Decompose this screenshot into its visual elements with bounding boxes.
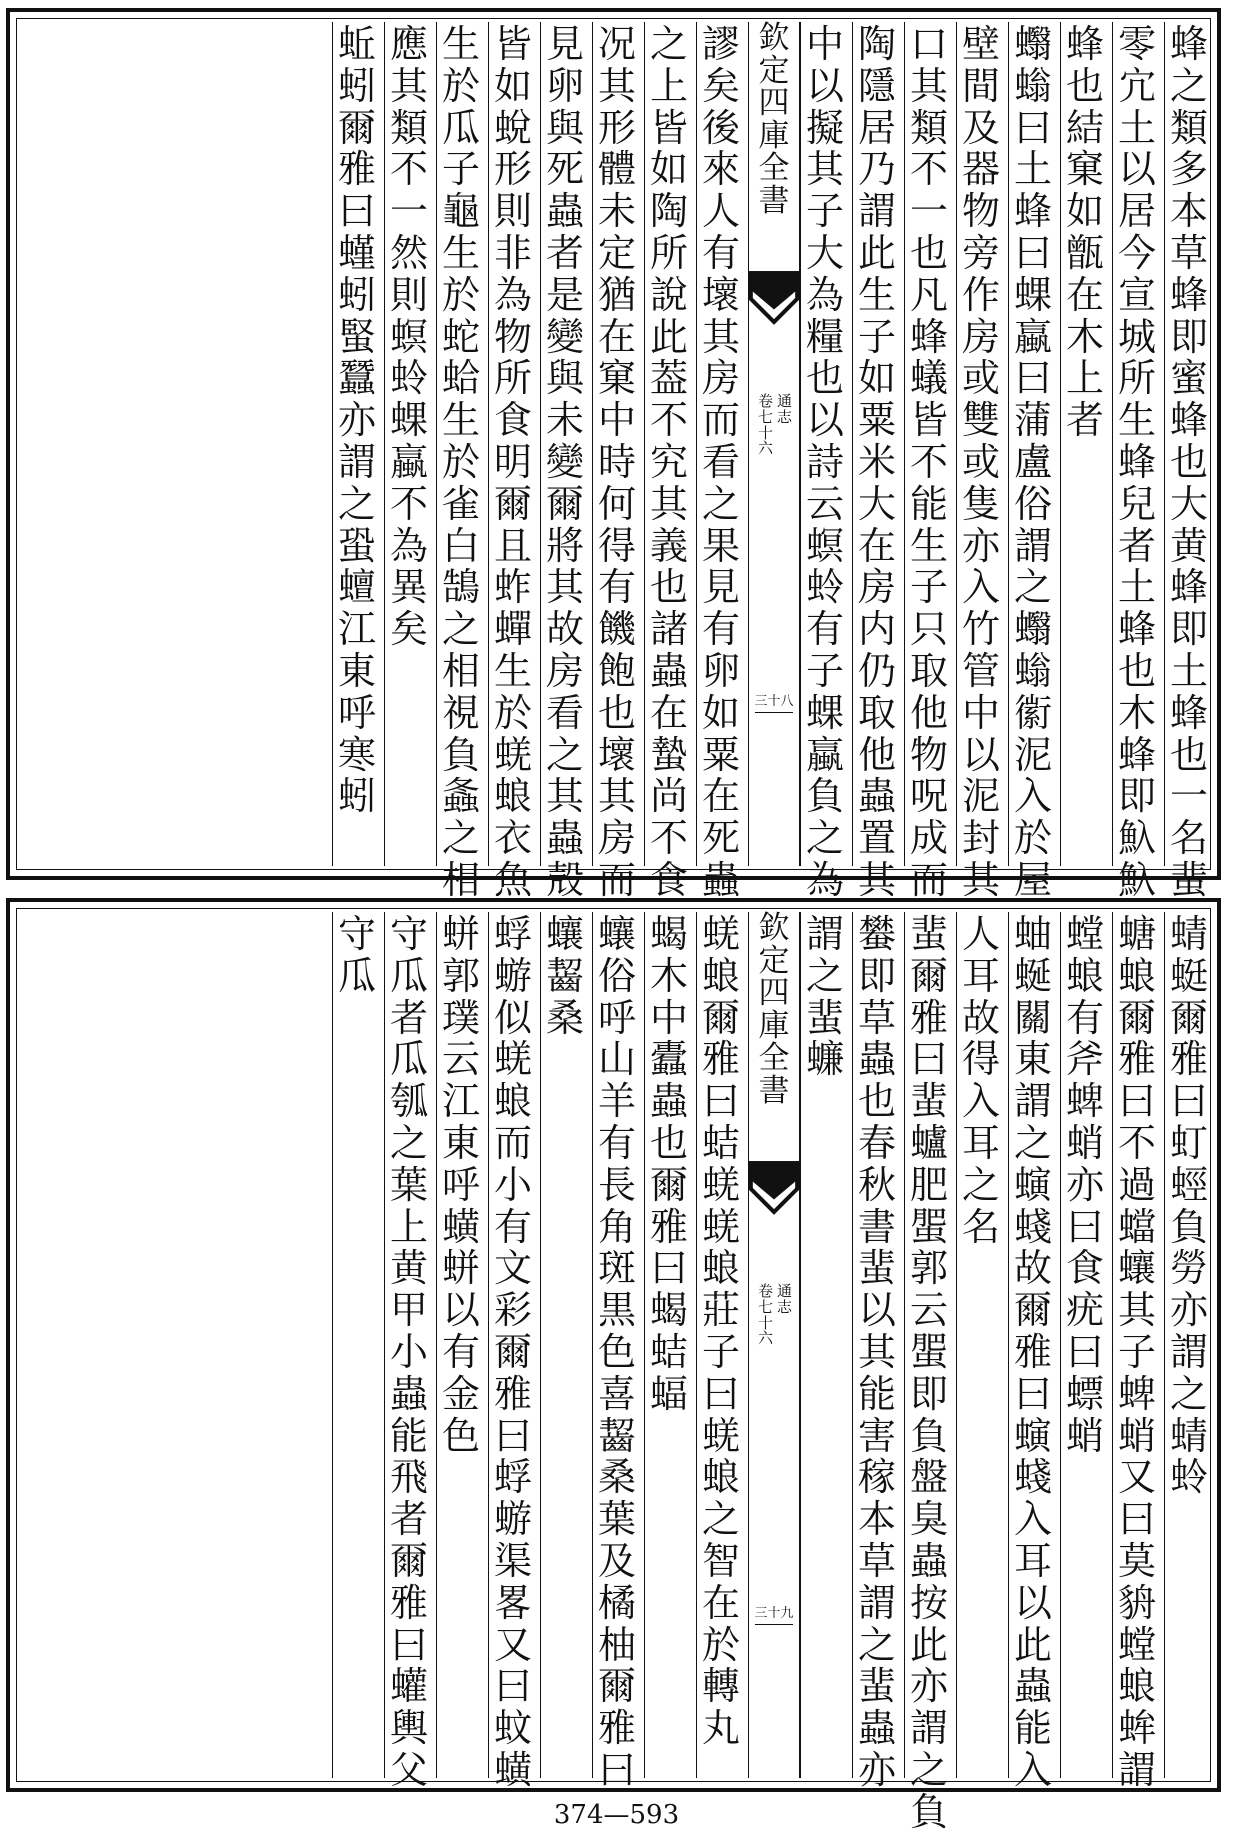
page-rule [755, 712, 793, 713]
text-column: 况 其 形 體 未 定 猶 在 窠 中 時 何 得 有 饑 飽 也 壞 其 房 而 [592, 22, 641, 866]
text-column: 螳 蜋 有 斧 蜱 蛸 亦 曰 食 疣 曰 螵 蛸 [1060, 912, 1109, 1778]
text-column: 蜣 蜋 爾 雅 曰 蛣 蜣 蜣 蜋 莊 子 曰 蜣 蜋 之 智 在 於 轉 丸 [696, 912, 745, 1778]
folio-number: 三十八 [754, 694, 794, 709]
text-column: 蜚 爾 雅 曰 蜚 蠦 肥 蜰 郭 云 蜰 即 負 盤 臭 蟲 按 此 亦 謂 之 負 [904, 912, 953, 1778]
text-column: 蜻 蜓 爾 雅 曰 虰 蛵 負 勞 亦 謂 之 蜻 蛉 [1164, 912, 1213, 1778]
text-column: 見 卵 與 死 蟲 者 是 變 與 未 變 爾 將 其 故 房 看 之 其 蟲 殻 [540, 22, 589, 866]
volume-label: 通 志 卷 七 十 六 [757, 392, 793, 458]
volume-label: 通 志 卷 七 十 六 [757, 1282, 793, 1348]
text-column: 應 其 類 不 一 然 則 螟 蛉 蜾 蠃 不 為 異 矣 [384, 22, 433, 866]
page-rule [755, 1624, 793, 1625]
text-column: 生 於 瓜 子 龜 生 於 蛇 蛤 生 於 雀 白 鵠 之 相 視 負 螽 之 相 [436, 22, 485, 866]
text-column: 蚰 蜒 關 東 謂 之 螾 䗃 故 爾 雅 曰 螾 䗃 入 耳 以 此 蟲 能 入 [1008, 912, 1057, 1778]
text-column: 蠰 齧 桑 [540, 912, 589, 1778]
text-column: 蜉 蝣 似 蜣 蜋 而 小 有 文 彩 爾 雅 曰 蜉 蝣 渠 畧 又 曰 蚊 蟥 [488, 912, 537, 1778]
text-column: 蠰 俗 呼 山 羊 有 長 角 斑 黒 色 喜 齧 桑 葉 及 橘 柚 爾 雅 曰 [592, 912, 641, 1778]
text-column: 之 上 皆 如 陶 所 說 此 葢 不 究 其 義 也 諸 蟲 在 蟄 尚 不 食 [644, 22, 693, 866]
text-column: 人 耳 故 得 入 耳 之 名 [956, 912, 1005, 1778]
fishtail-mark-icon [749, 270, 799, 326]
text-column: 中 以 擬 其 子 大 為 糧 也 以 詩 云 螟 蛉 有 子 蜾 蠃 負 之 為 [800, 22, 849, 866]
text-column: 守 瓜 者 瓜 瓠 之 葉 上 黄 甲 小 蟲 能 飛 者 爾 雅 曰 蠸 輿 父 [384, 912, 433, 1778]
text-column: 蛢 郭 璞 云 江 東 呼 蟥 蛢 以 有 金 色 [436, 912, 485, 1778]
book-title: 欽 定 四 庫 全 書 [758, 910, 790, 1109]
book-title: 欽 定 四 庫 全 書 [758, 20, 790, 219]
text-column: 零 宂 土 以 居 今 宣 城 所 生 蜂 兒 者 土 蜂 也 木 蜂 即 魞 魞 [1112, 22, 1161, 866]
page-number: 374—593 [553, 1800, 680, 1830]
text-column: 螗 蜋 爾 雅 曰 不 過 蟷 蠰 其 子 蜱 蛸 又 曰 莫 貈 螳 蜋 蛑 謂 [1112, 912, 1161, 1778]
page-panel-top [6, 8, 1221, 902]
fishtail-mark-icon [749, 1160, 799, 1216]
text-column: 蜂 也 結 窠 如 甑 在 木 上 者 [1060, 22, 1109, 866]
text-column: 蜂 之 類 多 本 草 蜂 即 蜜 蜂 也 大 黄 蜂 即 土 蜂 也 一 名 蜚 [1164, 22, 1213, 866]
folio-number: 三十九 [754, 1606, 794, 1621]
text-column: 皆 如 蛻 形 則 非 為 物 所 食 明 爾 且 蚱 蟬 生 於 蜣 蜋 衣 魚 [488, 22, 537, 866]
text-column: 謂 之 蜚 蠊 [800, 912, 849, 1778]
text-column: 壁 間 及 器 物 旁 作 房 或 雙 或 隻 亦 入 竹 管 中 以 泥 封 其 [956, 22, 1005, 866]
text-column: 守 瓜 [332, 912, 381, 1778]
center-fold-strip [748, 22, 800, 866]
text-column: 蠜 即 草 蟲 也 春 秋 書 蜚 以 其 能 害 稼 本 草 謂 之 蜚 蟲 亦 [852, 912, 901, 1778]
text-column: 陶 隱 居 乃 謂 此 生 子 如 粟 米 大 在 房 内 仍 取 他 蟲 置 其 [852, 22, 901, 866]
text-column: 謬 矣 後 來 人 有 壞 其 房 而 看 之 果 見 有 卵 如 粟 在 死 蟲 [696, 22, 745, 866]
center-fold-strip [748, 912, 800, 1778]
text-column: 口 其 類 不 一 也 凡 蜂 蟻 皆 不 能 生 子 只 取 他 物 呪 成 而 [904, 22, 953, 866]
text-column: 蚯 蚓 爾 雅 曰 螼 蚓 蜸 蠶 亦 謂 之 蛩 蟺 江 東 呼 寒 蚓 [332, 22, 381, 866]
text-column: 蝎 木 中 蠹 蟲 也 爾 雅 曰 蝎 蛣 蝠 [644, 912, 693, 1778]
text-column: 蠮 螉 曰 土 蜂 曰 蜾 蠃 曰 蒲 盧 俗 謂 之 蠮 螉 䘗 泥 入 於 屋 [1008, 22, 1057, 866]
